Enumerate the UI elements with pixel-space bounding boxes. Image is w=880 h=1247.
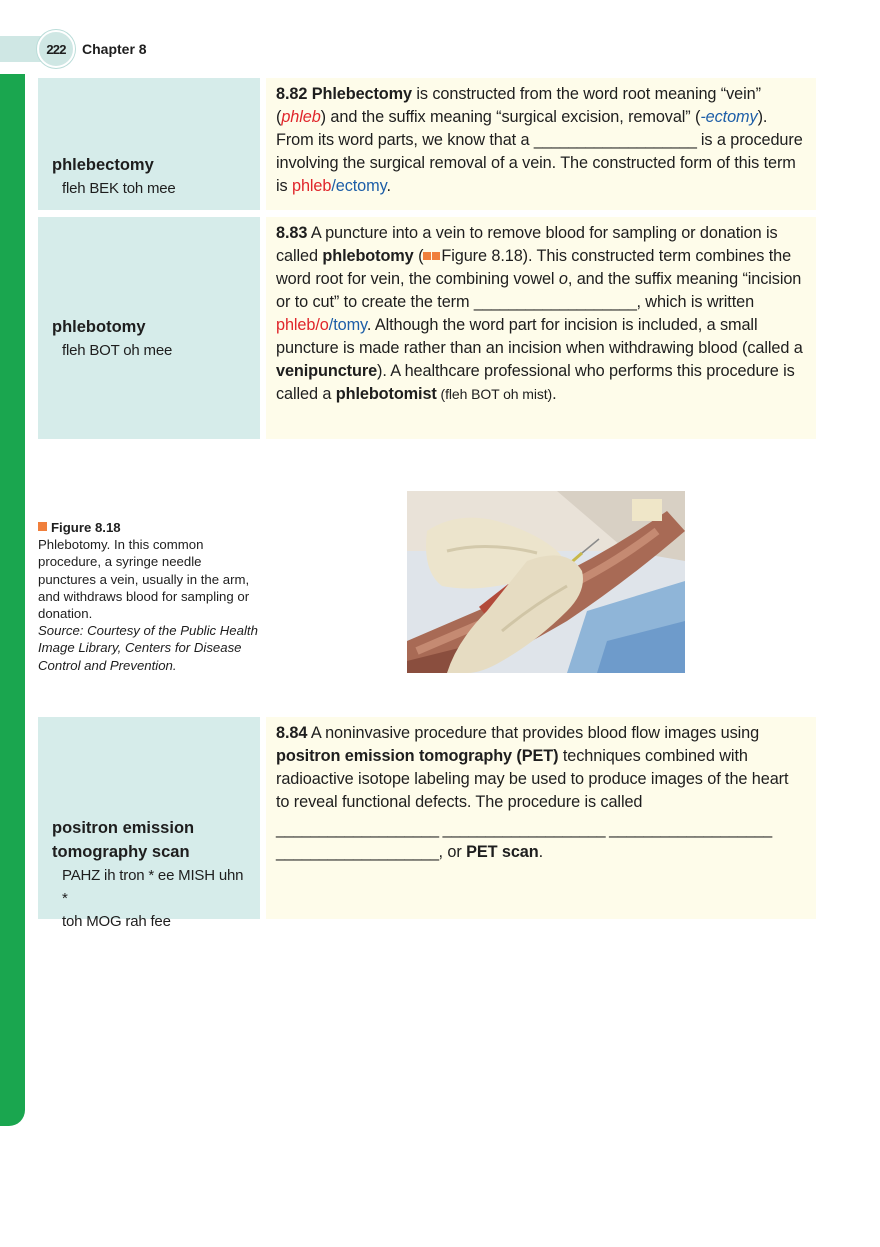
answer-blank[interactable]: ___________________ [473, 293, 637, 311]
key-term: phlebotomist [335, 385, 437, 403]
caption-text: Phlebotomy. In this common procedure, a syringe needle punctures a vein, usually in the arm, and withdraws blood for sampling or donation. [38, 537, 250, 622]
frame-text: 8.84 A noninvasive procedure that provides blood flow images using positron emission tomography (PET) techniques combined with radioactive isotope labeling may be used to produce images of the heart to reveal functional defects. The procedure is called [276, 724, 789, 811]
pronunciation: (fleh BOT oh mist) [436, 386, 553, 402]
term-box-pet-scan [38, 717, 260, 930]
suffix: -ectomy [700, 108, 758, 126]
figure-marker-icon [423, 252, 431, 260]
answer-blanks[interactable]: ___________________ ___________________ ___________________ [276, 820, 772, 838]
term-name-line2: tomography scan [52, 843, 190, 861]
answer-root: phleb [276, 316, 316, 334]
term-pronunciation: fleh BOT oh mee [62, 342, 173, 359]
answer-suffix: ectomy [335, 177, 387, 195]
term-name: phlebotomy [52, 318, 146, 336]
phlebotomy-illustration [407, 491, 685, 673]
phlebotomy-photo [407, 491, 685, 673]
frame-text: 8.83 A puncture into a vein to remove blood for sampling or donation is called phlebotomy ( Figure 8.18). This constructed term combines the word root for vein, the combining vowel o, and the suffix meaning “incision or to cut” to create the term ___________________, which is written phleb/o/tomy. Although the word part for incision is included, a small puncture is made rather than an incision when withdrawing blood (called a venipuncture). A healthcare professional who performs this procedure is called a phlebotomist (fleh BOT oh mist). [276, 224, 803, 403]
figure-marker-icon [432, 252, 440, 260]
term-name: phlebectomy [52, 156, 154, 174]
key-term: positron emission tomography (PET) [276, 747, 559, 765]
answer-blank[interactable]: ___________________ [276, 843, 439, 861]
figure-title: Figure 8.18 [51, 520, 121, 535]
abbreviation: PET scan [466, 843, 539, 861]
figure-marker-icon [38, 522, 47, 531]
term-pronunciation-line2: toh MOG rah fee [62, 913, 171, 930]
frame-number: 8.83 [276, 224, 308, 242]
answer-vowel: o [319, 316, 329, 334]
frame-text: 8.82 Phlebectomy is constructed from the word root meaning “vein” (phleb) and the suffix meaning “surgical excision, removal” (-ectomy). From its word parts, we know that a ___________________ is a procedure involving the surgical removal of a vein. The constructed form of this term is phleb/ectomy. [276, 85, 803, 195]
chapter-side-bar [0, 74, 25, 1126]
key-term: phlebotomy [322, 247, 414, 265]
frame-number: 8.84 [276, 724, 308, 742]
frame-8-84 [266, 717, 816, 919]
answer-root: phleb [291, 177, 332, 195]
word-root: phleb [281, 108, 321, 126]
frame-8-82 [266, 78, 816, 210]
figure-reference[interactable]: Figure 8.18 [441, 247, 523, 265]
answer-suffix: tomy [333, 316, 367, 334]
term-box-phlebectomy [38, 78, 260, 210]
frame-text-end: ___________________, or PET scan. [276, 843, 544, 861]
term-pronunciation-line1: PAHZ ih tron * ee MISH uhn * [62, 867, 244, 907]
term-box-phlebotomy [38, 217, 260, 439]
key-term: Phlebectomy [311, 85, 412, 103]
page-number: 222 [37, 30, 75, 68]
chapter-title: Chapter 8 [82, 41, 147, 57]
frame-8-83 [266, 217, 816, 439]
figure-caption [38, 519, 260, 674]
term-name-line1: positron emission [52, 819, 195, 837]
frame-number: 8.82 [276, 85, 308, 103]
key-term: venipuncture [276, 362, 378, 380]
answer-blank[interactable]: ___________________ [533, 131, 697, 149]
term-pronunciation: fleh BEK toh mee [62, 180, 176, 197]
caption-source: Source: Courtesy of the Public Health Image Library, Centers for Disease Control and Prevention. [38, 623, 258, 673]
